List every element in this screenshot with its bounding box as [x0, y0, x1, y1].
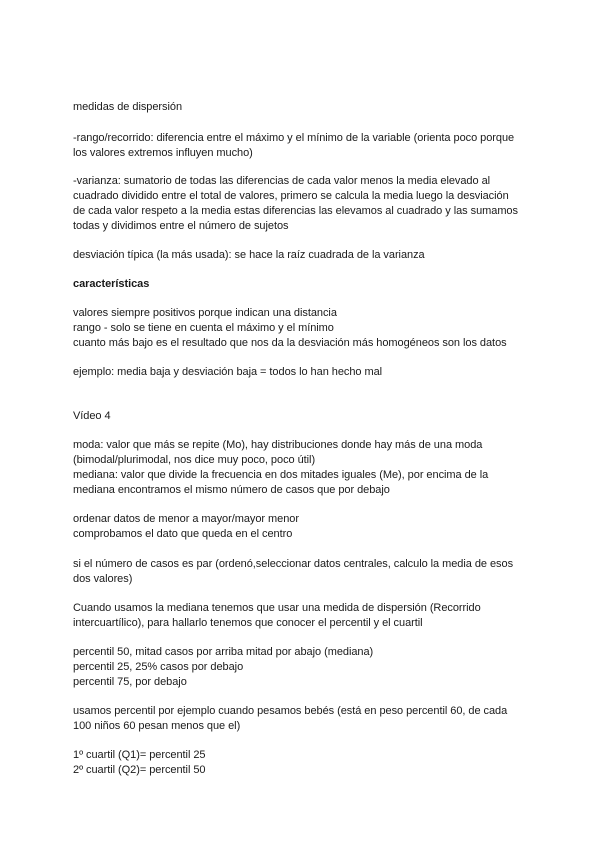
moda-line-2: (bimodal/plurimodal, nos dice muy poco, poco útil) — [73, 454, 316, 466]
cuartil-line-1: 1º cuartil (Q1)= percentil 25 — [73, 749, 206, 761]
mediana-line-2: mediana encontramos el mismo número de casos que por debajo — [73, 484, 390, 496]
usamos-line-1: usamos percentil por ejemplo cuando pesamos bebés (está en peso percentil 60, de cada — [73, 705, 508, 717]
document-title: medidas de dispersión — [73, 101, 183, 113]
cuando-line-1: Cuando usamos la mediana tenemos que usar una medida de dispersión (Recorrido — [73, 602, 481, 614]
desviacion-line: desviación típica (la más usada): se hace la raíz cuadrada de la varianza — [73, 249, 425, 261]
ordenar-line-2: comprobamos el dato que queda en el centro — [73, 528, 293, 540]
percentil-line-2: percentil 25, 25% casos por debajo — [73, 661, 244, 673]
video-heading: Vídeo 4 — [73, 410, 111, 422]
percentil-line-3: percentil 75, por debajo — [73, 676, 187, 688]
cuartil-line-2: 2º cuartil (Q2)= percentil 50 — [73, 764, 206, 776]
varianza-line-4: todas y dividimos entre el número de sujetos — [73, 220, 289, 232]
usamos-line-2: 100 niños 60 pesan menos que el) — [73, 720, 241, 732]
ejemplo-line: ejemplo: media baja y desviación baja = todos lo han hecho mal — [73, 366, 383, 378]
cuando-line-2: intercuartílico), para hallarlo tenemos que conocer el percentil y el cuartil — [73, 617, 423, 629]
rango-line-2: los valores extremos influyen mucho) — [73, 147, 253, 159]
varianza-line-3: de cada valor respeto a la media estas diferencias las elevamos al cuadrado y las sumamos — [73, 205, 518, 217]
varianza-line-1: -varianza: sumatorio de todas las diferencias de cada valor menos la media elevado al — [73, 175, 491, 187]
mediana-line-1: mediana: valor que divide la frecuencia en dos mitades iguales (Me), por encima de la — [73, 469, 489, 481]
rango-line-1: -rango/recorrido: diferencia entre el máximo y el mínimo de la variable (orienta poco porque — [73, 132, 515, 144]
percentil-line-1: percentil 50, mitad casos por arriba mitad por abajo (mediana) — [73, 646, 374, 658]
caracteristicas-line-3: cuanto más bajo es el resultado que nos da la desviación más homogéneos son los datos — [73, 337, 507, 349]
par-line-2: dos valores) — [73, 573, 133, 585]
varianza-line-2: cuadrado dividido entre el total de valores, primero se calcula la media luego la desviación — [73, 190, 509, 202]
moda-line-1: moda: valor que más se repite (Mo), hay distribuciones donde hay más de una moda — [73, 439, 483, 451]
caracteristicas-line-1: valores siempre positivos porque indican una distancia — [73, 307, 337, 319]
caracteristicas-heading: características — [73, 278, 150, 290]
ordenar-line-1: ordenar datos de menor a mayor/mayor menor — [73, 513, 299, 525]
par-line-1: si el número de casos es par (ordenó,seleccionar datos centrales, calculo la media de esos — [73, 558, 514, 570]
caracteristicas-line-2: rango - solo se tiene en cuenta el máximo y el mínimo — [73, 322, 334, 334]
